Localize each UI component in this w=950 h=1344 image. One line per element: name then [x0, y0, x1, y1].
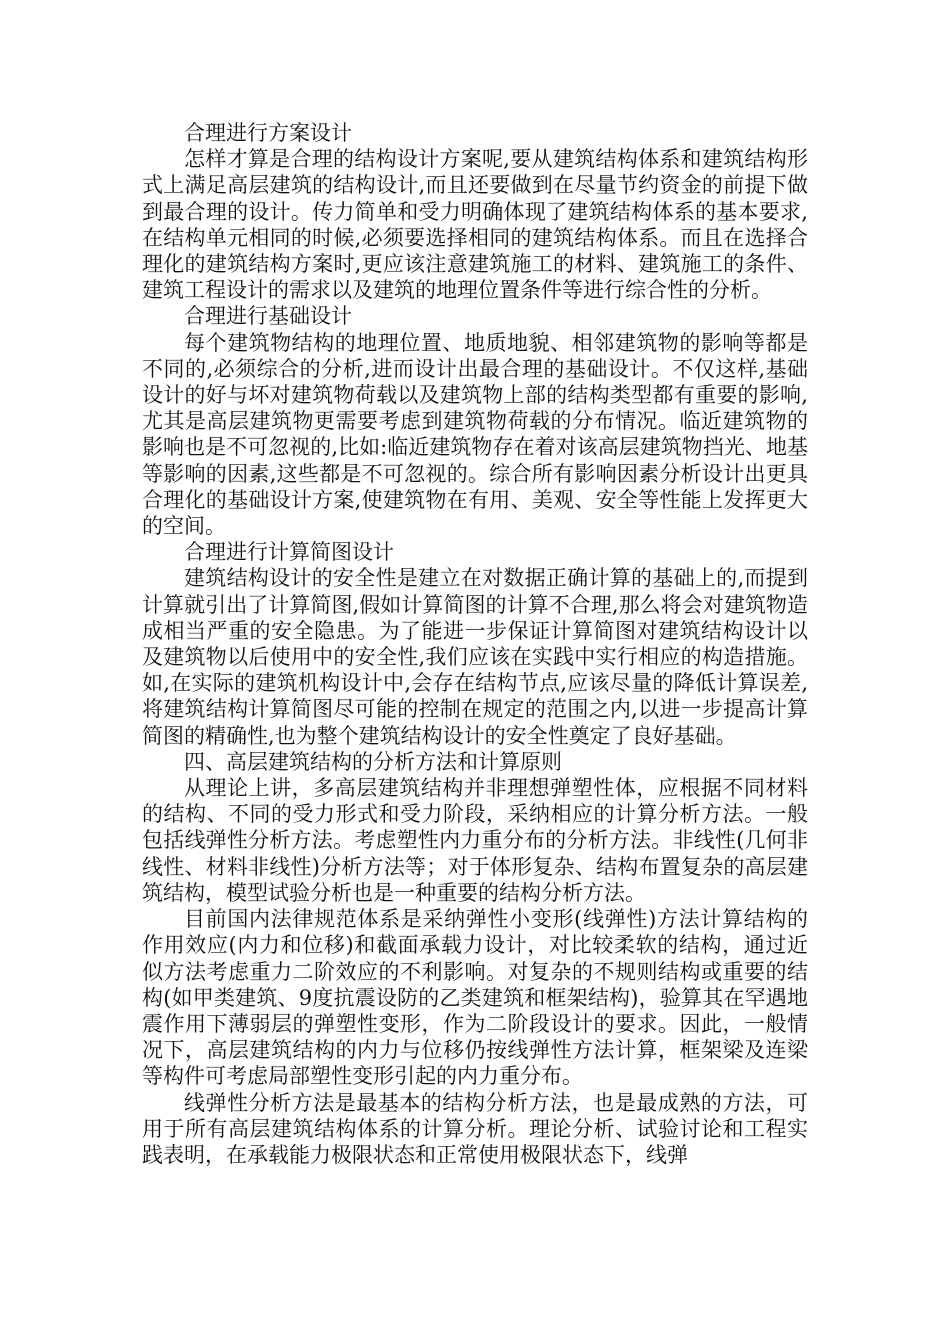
paragraph-scheme-design: 怎样才算是合理的结构设计方案呢,要从建筑结构体系和建筑结构形式上满足高层建筑的结构设计,而且还要做到在尽量节约资金的前提下做到最合理的设计。传力简单和受力明确体现了建筑结构体系的基本要求,在结构单元相同的时候,必须要选择相同的建筑结构体系。而且在选择合理化的建筑结构方案时,更应该注意建筑施工的材料、建筑施工的条件、建筑工程设计的需求以及建筑的地理位置条件等进行综合性的分析。 — [142, 147, 808, 303]
heading-scheme-design: 合理进行方案设计 — [184, 121, 352, 145]
paragraph-current-code: 目前国内法律规范体系是采纳弹性小变形(线弹性)方法计算结构的作用效应(内力和位移)和截面承载力设计，对比较柔软的结构，通过近似方法考虑重力二阶效应的不利影响。对复杂的不规则结构或重要的结构(如甲类建筑、9度抗震设防的乙类建筑和框架结构)，验算其在罕遇地震作用下薄弱层的弹塑性变形，作为二阶段设计的要求。因此，一般情况下，高层建筑结构的内力与位移仍按线弹性方法计算，框架梁及连梁等构件可考虑局部塑性变形引起的内力重分布。 — [142, 907, 808, 1089]
heading-section-four: 四、高层建筑结构的分析方法和计算原则 — [184, 749, 562, 774]
paragraph-linear-elastic: 线弹性分析方法是最基本的结构分析方法，也是最成熟的方法，可用于所有高层建筑结构体系的计算分析。理论分析、试验讨论和工程实践表明，在承载能力极限状态和正常使用极限状态下，线弹 — [142, 1090, 808, 1167]
paragraph-foundation-design: 每个建筑物结构的地理位置、地质地貌、相邻建筑物的影响等都是不同的,必须综合的分析,进而设计出最合理的基础设计。不仅这样,基础设计的好与坏对建筑物荷载以及建筑物上部的结构类型都有重要的影响,尤其是高层建筑物更需要考虑到建筑物荷载的分布情况。临近建筑物的影响也是不可忽视的,比如:临近建筑物存在着对该高层建筑物挡光、地基等影响的因素,这些都是不可忽视的。综合所有影响因素分析设计出更具合理化的基础设计方案,使建筑物在有用、美观、安全等性能上发挥更大的空间。 — [142, 330, 808, 539]
paragraph-calculation-diagram: 建筑结构设计的安全性是建立在对数据正确计算的基础上的,而提到计算就引出了计算简图,假如计算简图的计算不合理,那么将会对建筑物造成相当严重的安全隐患。为了能进一步保证计算简图对建筑结构设计以及建筑物以后使用中的安全性,我们应该在实践中实行相应的构造措施。如,在实际的建筑机构设计中,会存在结构节点,应该尽量的降低计算误差,将建筑结构计算简图尽可能的控制在规定的范围之内,以进一步提高计算简图的精确性,也为整个建筑结构设计的安全性奠定了良好基础。 — [142, 566, 808, 748]
heading-calculation-diagram: 合理进行计算简图设计 — [184, 540, 394, 565]
heading-foundation-design: 合理进行基础设计 — [184, 304, 352, 329]
paragraph-analysis-methods: 从理论上讲，多高层建筑结构并非理想弹塑性体，应根据不同材料的结构、不同的受力形式和受力阶段，采纳相应的计算分析方法。一般包括线弹性分析方法。考虑塑性内力重分布的分析方法。非线性(几何非线性、材料非线性)分析方法等；对于体形复杂、结构布置复杂的高层建筑结构，模型试验分析也是一种重要的结构分析方法。 — [142, 776, 808, 905]
document-body — [142, 120, 808, 1168]
